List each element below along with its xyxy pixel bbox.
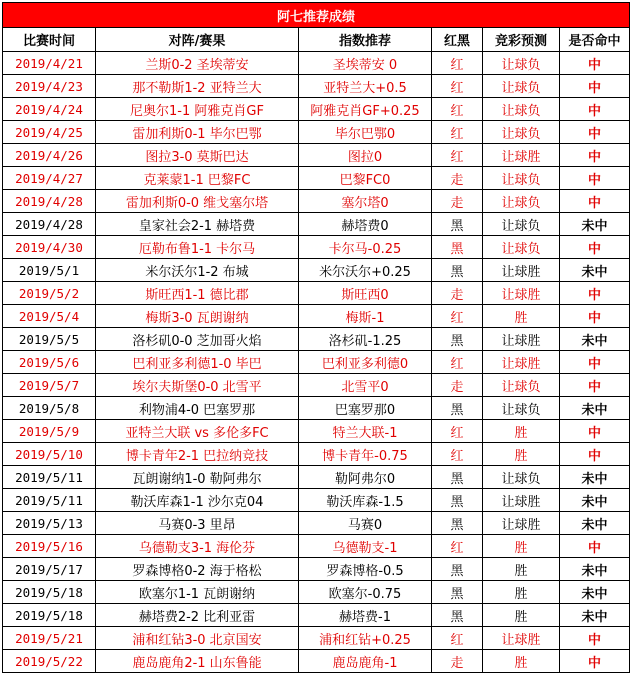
cell-prediction: 胜 bbox=[483, 604, 560, 627]
cell-index: 马赛0 bbox=[299, 512, 432, 535]
cell-index: 塞尔塔0 bbox=[299, 190, 432, 213]
cell-match: 乌德勒支3-1 海伦芬 bbox=[96, 535, 299, 558]
cell-red-black: 走 bbox=[432, 650, 483, 673]
cell-prediction: 胜 bbox=[483, 581, 560, 604]
col-header-match: 对阵/赛果 bbox=[96, 28, 299, 52]
cell-match: 尼奥尔1-1 阿雅克肖GF bbox=[96, 98, 299, 121]
cell-index: 洛杉矶-1.25 bbox=[299, 328, 432, 351]
table-row bbox=[3, 144, 630, 167]
cell-match: 巴利亚多利德1-0 毕巴 bbox=[96, 351, 299, 374]
cell-match: 埃尔夫斯堡0-0 北雪平 bbox=[96, 374, 299, 397]
cell-date: 2019/4/28 bbox=[3, 190, 96, 213]
table-row bbox=[3, 259, 630, 282]
table-row bbox=[3, 213, 630, 236]
cell-hit: 未中 bbox=[560, 512, 630, 535]
cell-hit: 中 bbox=[560, 236, 630, 259]
cell-red-black: 红 bbox=[432, 98, 483, 121]
cell-date: 2019/4/27 bbox=[3, 167, 96, 190]
cell-index: 巴塞罗那0 bbox=[299, 397, 432, 420]
cell-index: 卡尔马-0.25 bbox=[299, 236, 432, 259]
table-row bbox=[3, 604, 630, 627]
cell-hit: 未中 bbox=[560, 466, 630, 489]
table-title: 阿七推荐成绩 bbox=[3, 3, 630, 28]
cell-date: 2019/5/17 bbox=[3, 558, 96, 581]
cell-prediction: 让球负 bbox=[483, 213, 560, 236]
table-row bbox=[3, 328, 630, 351]
table-row bbox=[3, 190, 630, 213]
cell-prediction: 让球胜 bbox=[483, 627, 560, 650]
cell-hit: 未中 bbox=[560, 397, 630, 420]
cell-match: 梅斯3-0 瓦朗谢纳 bbox=[96, 305, 299, 328]
cell-date: 2019/4/23 bbox=[3, 75, 96, 98]
cell-red-black: 黑 bbox=[432, 236, 483, 259]
cell-hit: 中 bbox=[560, 52, 630, 75]
cell-prediction: 胜 bbox=[483, 443, 560, 466]
cell-index: 图拉0 bbox=[299, 144, 432, 167]
col-header-red-black: 红黑 bbox=[432, 28, 483, 52]
cell-hit: 中 bbox=[560, 420, 630, 443]
cell-red-black: 黑 bbox=[432, 489, 483, 512]
cell-index: 乌德勒支-1 bbox=[299, 535, 432, 558]
cell-red-black: 黑 bbox=[432, 512, 483, 535]
cell-match: 亚特兰大联 vs 多伦多FC bbox=[96, 420, 299, 443]
table-row bbox=[3, 581, 630, 604]
cell-prediction: 让球胜 bbox=[483, 351, 560, 374]
table-row bbox=[3, 397, 630, 420]
cell-match: 浦和红钻3-0 北京国安 bbox=[96, 627, 299, 650]
cell-prediction: 让球负 bbox=[483, 75, 560, 98]
cell-date: 2019/5/18 bbox=[3, 581, 96, 604]
cell-red-black: 红 bbox=[432, 121, 483, 144]
cell-date: 2019/5/21 bbox=[3, 627, 96, 650]
cell-date: 2019/4/26 bbox=[3, 144, 96, 167]
cell-index: 北雪平0 bbox=[299, 374, 432, 397]
cell-date: 2019/5/8 bbox=[3, 397, 96, 420]
cell-red-black: 红 bbox=[432, 443, 483, 466]
cell-index: 阿雅克肖GF+0.25 bbox=[299, 98, 432, 121]
cell-match: 图拉3-0 莫斯巴达 bbox=[96, 144, 299, 167]
cell-prediction: 让球负 bbox=[483, 52, 560, 75]
table-row bbox=[3, 443, 630, 466]
cell-prediction: 胜 bbox=[483, 305, 560, 328]
cell-prediction: 胜 bbox=[483, 650, 560, 673]
cell-red-black: 黑 bbox=[432, 466, 483, 489]
cell-date: 2019/4/30 bbox=[3, 236, 96, 259]
cell-index: 勒沃库森-1.5 bbox=[299, 489, 432, 512]
cell-hit: 中 bbox=[560, 351, 630, 374]
cell-hit: 未中 bbox=[560, 604, 630, 627]
cell-match: 瓦朗谢纳1-0 勒阿弗尔 bbox=[96, 466, 299, 489]
cell-red-black: 红 bbox=[432, 420, 483, 443]
cell-hit: 未中 bbox=[560, 489, 630, 512]
cell-match: 博卡青年2-1 巴拉纳竞技 bbox=[96, 443, 299, 466]
cell-date: 2019/5/11 bbox=[3, 466, 96, 489]
cell-index: 米尔沃尔+0.25 bbox=[299, 259, 432, 282]
cell-prediction: 让球负 bbox=[483, 466, 560, 489]
cell-index: 鹿岛鹿角-1 bbox=[299, 650, 432, 673]
table-row bbox=[3, 98, 630, 121]
cell-red-black: 黑 bbox=[432, 558, 483, 581]
table-row bbox=[3, 52, 630, 75]
cell-red-black: 红 bbox=[432, 305, 483, 328]
cell-red-black: 走 bbox=[432, 282, 483, 305]
results-sheet bbox=[2, 2, 629, 673]
cell-prediction: 让球负 bbox=[483, 374, 560, 397]
cell-match: 雷加利斯0-0 维戈塞尔塔 bbox=[96, 190, 299, 213]
cell-match: 米尔沃尔1-2 布城 bbox=[96, 259, 299, 282]
cell-hit: 未中 bbox=[560, 213, 630, 236]
cell-index: 巴黎FC0 bbox=[299, 167, 432, 190]
cell-red-black: 红 bbox=[432, 52, 483, 75]
cell-date: 2019/5/16 bbox=[3, 535, 96, 558]
cell-index: 浦和红钻+0.25 bbox=[299, 627, 432, 650]
cell-prediction: 让球负 bbox=[483, 98, 560, 121]
cell-date: 2019/5/6 bbox=[3, 351, 96, 374]
cell-prediction: 让球负 bbox=[483, 167, 560, 190]
cell-prediction: 胜 bbox=[483, 558, 560, 581]
cell-red-black: 走 bbox=[432, 167, 483, 190]
cell-hit: 未中 bbox=[560, 259, 630, 282]
cell-match: 勒沃库森1-1 沙尔克04 bbox=[96, 489, 299, 512]
cell-date: 2019/5/11 bbox=[3, 489, 96, 512]
table-row bbox=[3, 512, 630, 535]
results-table bbox=[2, 2, 630, 673]
header-row bbox=[3, 28, 630, 52]
cell-index: 勒阿弗尔0 bbox=[299, 466, 432, 489]
cell-match: 厄勒布鲁1-1 卡尔马 bbox=[96, 236, 299, 259]
table-row bbox=[3, 466, 630, 489]
col-header-prediction: 竞彩预测 bbox=[483, 28, 560, 52]
table-row bbox=[3, 535, 630, 558]
cell-red-black: 红 bbox=[432, 535, 483, 558]
cell-hit: 未中 bbox=[560, 328, 630, 351]
table-row bbox=[3, 650, 630, 673]
cell-match: 克莱蒙1-1 巴黎FC bbox=[96, 167, 299, 190]
table-row bbox=[3, 351, 630, 374]
cell-red-black: 红 bbox=[432, 144, 483, 167]
cell-prediction: 胜 bbox=[483, 535, 560, 558]
cell-match: 洛杉矶0-0 芝加哥火焰 bbox=[96, 328, 299, 351]
cell-date: 2019/5/13 bbox=[3, 512, 96, 535]
cell-index: 亚特兰大+0.5 bbox=[299, 75, 432, 98]
table-row bbox=[3, 558, 630, 581]
cell-match: 雷加利斯0-1 毕尔巴鄂 bbox=[96, 121, 299, 144]
table-row bbox=[3, 75, 630, 98]
table-row bbox=[3, 282, 630, 305]
cell-hit: 未中 bbox=[560, 581, 630, 604]
cell-date: 2019/5/22 bbox=[3, 650, 96, 673]
cell-red-black: 红 bbox=[432, 351, 483, 374]
cell-index: 斯旺西0 bbox=[299, 282, 432, 305]
cell-hit: 中 bbox=[560, 305, 630, 328]
cell-hit: 中 bbox=[560, 282, 630, 305]
cell-index: 圣埃蒂安 0 bbox=[299, 52, 432, 75]
cell-date: 2019/5/10 bbox=[3, 443, 96, 466]
cell-prediction: 让球胜 bbox=[483, 512, 560, 535]
cell-match: 皇家社会2-1 赫塔费 bbox=[96, 213, 299, 236]
cell-hit: 中 bbox=[560, 190, 630, 213]
table-row bbox=[3, 305, 630, 328]
cell-red-black: 黑 bbox=[432, 259, 483, 282]
cell-prediction: 胜 bbox=[483, 420, 560, 443]
cell-date: 2019/5/18 bbox=[3, 604, 96, 627]
cell-date: 2019/5/9 bbox=[3, 420, 96, 443]
cell-match: 兰斯0-2 圣埃蒂安 bbox=[96, 52, 299, 75]
table-row bbox=[3, 489, 630, 512]
cell-prediction: 让球负 bbox=[483, 121, 560, 144]
cell-prediction: 让球胜 bbox=[483, 328, 560, 351]
cell-date: 2019/5/2 bbox=[3, 282, 96, 305]
cell-red-black: 黑 bbox=[432, 213, 483, 236]
col-header-date: 比赛时间 bbox=[3, 28, 96, 52]
cell-prediction: 让球负 bbox=[483, 190, 560, 213]
cell-index: 梅斯-1 bbox=[299, 305, 432, 328]
cell-hit: 中 bbox=[560, 167, 630, 190]
col-header-index: 指数推荐 bbox=[299, 28, 432, 52]
cell-prediction: 让球负 bbox=[483, 397, 560, 420]
table-row bbox=[3, 167, 630, 190]
cell-date: 2019/4/21 bbox=[3, 52, 96, 75]
col-header-hit: 是否命中 bbox=[560, 28, 630, 52]
cell-red-black: 走 bbox=[432, 190, 483, 213]
cell-match: 赫塔费2-2 比利亚雷 bbox=[96, 604, 299, 627]
cell-match: 利物浦4-0 巴塞罗那 bbox=[96, 397, 299, 420]
cell-hit: 中 bbox=[560, 98, 630, 121]
cell-red-black: 红 bbox=[432, 75, 483, 98]
cell-match: 鹿岛鹿角2-1 山东鲁能 bbox=[96, 650, 299, 673]
table-row bbox=[3, 121, 630, 144]
cell-red-black: 走 bbox=[432, 374, 483, 397]
table-row bbox=[3, 627, 630, 650]
cell-index: 欧塞尔-0.75 bbox=[299, 581, 432, 604]
cell-red-black: 黑 bbox=[432, 604, 483, 627]
cell-date: 2019/5/7 bbox=[3, 374, 96, 397]
cell-hit: 未中 bbox=[560, 558, 630, 581]
cell-hit: 中 bbox=[560, 650, 630, 673]
cell-index: 罗森博格-0.5 bbox=[299, 558, 432, 581]
cell-date: 2019/4/25 bbox=[3, 121, 96, 144]
cell-index: 博卡青年-0.75 bbox=[299, 443, 432, 466]
cell-hit: 中 bbox=[560, 75, 630, 98]
cell-red-black: 红 bbox=[432, 627, 483, 650]
cell-hit: 中 bbox=[560, 121, 630, 144]
title-row bbox=[3, 3, 630, 28]
cell-match: 斯旺西1-1 德比郡 bbox=[96, 282, 299, 305]
cell-hit: 中 bbox=[560, 443, 630, 466]
cell-red-black: 黑 bbox=[432, 328, 483, 351]
cell-date: 2019/4/24 bbox=[3, 98, 96, 121]
cell-red-black: 黑 bbox=[432, 581, 483, 604]
cell-date: 2019/5/1 bbox=[3, 259, 96, 282]
cell-prediction: 让球胜 bbox=[483, 144, 560, 167]
cell-hit: 中 bbox=[560, 144, 630, 167]
cell-hit: 中 bbox=[560, 374, 630, 397]
cell-match: 罗森博格0-2 海于格松 bbox=[96, 558, 299, 581]
cell-date: 2019/5/5 bbox=[3, 328, 96, 351]
cell-index: 赫塔费-1 bbox=[299, 604, 432, 627]
cell-match: 欧塞尔1-1 瓦朗谢纳 bbox=[96, 581, 299, 604]
cell-prediction: 让球负 bbox=[483, 236, 560, 259]
cell-prediction: 让球胜 bbox=[483, 282, 560, 305]
table-row bbox=[3, 420, 630, 443]
cell-prediction: 让球胜 bbox=[483, 259, 560, 282]
cell-date: 2019/4/28 bbox=[3, 213, 96, 236]
cell-match: 马赛0-3 里昂 bbox=[96, 512, 299, 535]
cell-index: 赫塔费0 bbox=[299, 213, 432, 236]
table-row bbox=[3, 374, 630, 397]
cell-index: 特兰大联-1 bbox=[299, 420, 432, 443]
cell-match: 那不勒斯1-2 亚特兰大 bbox=[96, 75, 299, 98]
cell-red-black: 黑 bbox=[432, 397, 483, 420]
cell-index: 巴利亚多利德0 bbox=[299, 351, 432, 374]
cell-date: 2019/5/4 bbox=[3, 305, 96, 328]
table-row bbox=[3, 236, 630, 259]
cell-hit: 中 bbox=[560, 627, 630, 650]
cell-index: 毕尔巴鄂0 bbox=[299, 121, 432, 144]
cell-hit: 中 bbox=[560, 535, 630, 558]
cell-prediction: 让球胜 bbox=[483, 489, 560, 512]
